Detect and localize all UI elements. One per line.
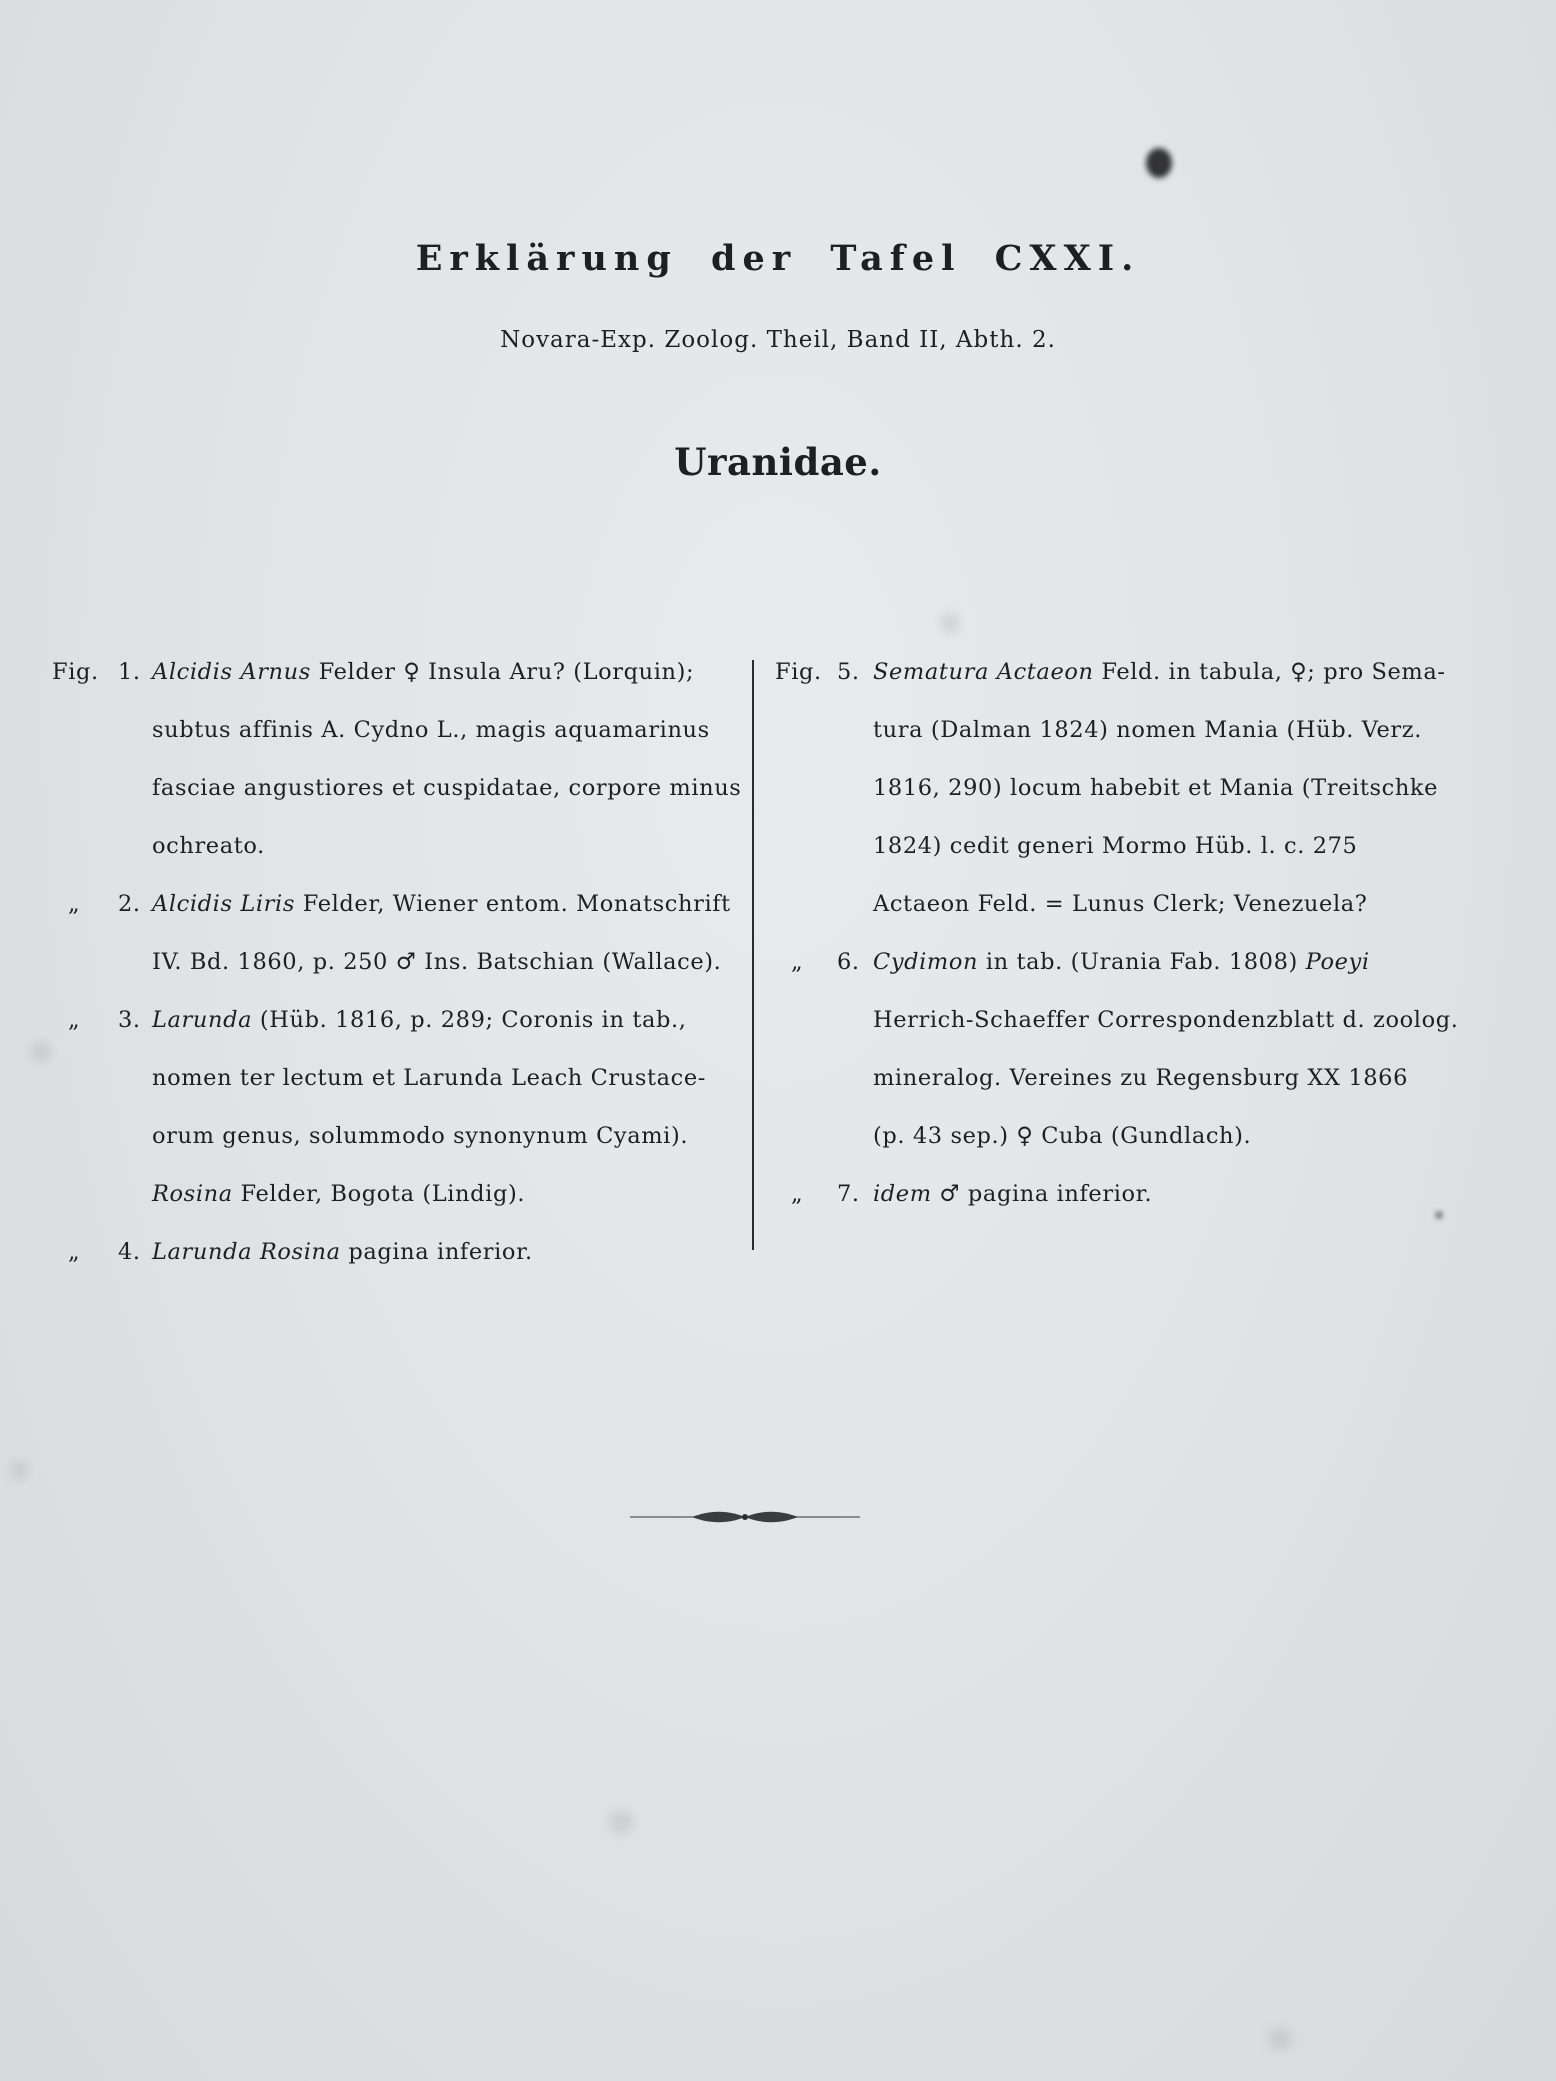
- entry-text: in tab. (Urania Fab. 1808): [978, 949, 1306, 975]
- figure-entry-1: [52, 652, 742, 884]
- figure-entry-4: [52, 1232, 742, 1290]
- family-heading: Uranidae.: [674, 440, 882, 484]
- entry-text: orum genus, solummodo synonynum Cyami).: [152, 1123, 689, 1149]
- entry-text: Herrich-Schaeffer Correspondenzblatt d. zoolog.: [873, 1007, 1459, 1033]
- entry-text: subtus affinis A. Cydno L., magis aquamarinus: [152, 717, 710, 743]
- fig-number: 7.: [837, 1181, 860, 1207]
- figure-entry-6: [775, 942, 1463, 1174]
- entry-text: ochreato.: [152, 833, 265, 859]
- entry-text: IV. Bd. 1860, p. 250 ♂ Ins. Batschian (Wallace).: [152, 949, 722, 975]
- entry-line: [775, 942, 1463, 1000]
- entry-text: fasciae angustiores et cuspidatae, corpore minus: [152, 775, 742, 801]
- entry-text: (p. 43 sep.) ♀ Cuba (Gundlach).: [873, 1123, 1252, 1149]
- ditto-mark: „: [68, 1007, 81, 1033]
- entry-text: Felder, Wiener entom. Monatschrift: [294, 891, 731, 917]
- paper-stain: [1268, 2028, 1292, 2050]
- ditto-mark: „: [791, 1181, 804, 1207]
- species-name: Poeyi: [1305, 949, 1370, 975]
- paper-stain: [608, 1810, 634, 1834]
- ornament-divider-icon: [630, 1505, 860, 1529]
- page-subtitle: Novara-Exp. Zoolog. Theil, Band II, Abth. 2.: [500, 327, 1056, 353]
- entry-text: ♂ pagina inferior.: [931, 1181, 1153, 1207]
- entry-text: Felder ♀ Insula Aru? (Lorquin);: [310, 659, 695, 685]
- ditto-mark: „: [791, 949, 804, 975]
- fig-prefix: Fig.: [775, 659, 822, 685]
- entry-line: [775, 652, 1463, 710]
- entry-text: Felder, Bogota (Lindig).: [232, 1181, 526, 1207]
- fig-number: 6.: [837, 949, 860, 975]
- ditto-mark: „: [68, 891, 81, 917]
- left-column: [52, 652, 742, 1290]
- species-name: Larunda Rosina: [152, 1239, 341, 1265]
- page-title: Erklärung der Tafel CXXI.: [415, 238, 1141, 279]
- entry-text: pagina inferior.: [340, 1239, 533, 1265]
- figure-entry-3: [52, 1000, 742, 1232]
- entry-line: [52, 1000, 742, 1058]
- entry-text: Actaeon Feld. = Lunus Clerk; Venezuela?: [873, 891, 1368, 917]
- paper-stain: [30, 1040, 52, 1064]
- figure-entry-5: [775, 652, 1463, 942]
- species-name: Cydimon: [873, 949, 979, 975]
- species-name: Rosina: [152, 1181, 233, 1207]
- fig-number: 4.: [118, 1239, 141, 1265]
- entry-line: [775, 1174, 1463, 1232]
- entry-line: [52, 884, 742, 942]
- figure-entry-7: [775, 1174, 1463, 1232]
- ink-speck: [1146, 148, 1172, 178]
- entry-line: [52, 1232, 742, 1290]
- column-divider: [752, 660, 754, 1250]
- fig-prefix: Fig.: [52, 659, 99, 685]
- paper-stain: [940, 612, 960, 634]
- entry-text: 1824) cedit generi Mormo Hüb. l. c. 275: [873, 833, 1358, 859]
- entry-text: (Hüb. 1816, p. 289; Coronis in tab.,: [252, 1007, 687, 1033]
- species-name: Sematura Actaeon: [873, 659, 1094, 685]
- entry-text: mineralog. Vereines zu Regensburg XX 1866: [873, 1065, 1408, 1091]
- species-name: idem: [873, 1181, 932, 1207]
- fig-number: 1.: [118, 659, 141, 685]
- paper-stain: [10, 1460, 28, 1480]
- entry-text: nomen ter lectum et Larunda Leach Crustace-: [152, 1065, 707, 1091]
- species-name: Alcidis Liris: [152, 891, 295, 917]
- species-name: Larunda: [152, 1007, 253, 1033]
- entry-text: 1816, 290) locum habebit et Mania (Treitschke: [873, 775, 1439, 801]
- entry-line: [52, 652, 742, 710]
- entry-text: Feld. in tabula, ♀; pro Sema-: [1093, 659, 1446, 685]
- ditto-mark: „: [68, 1239, 81, 1265]
- right-column: [775, 652, 1463, 1232]
- fig-number: 5.: [837, 659, 860, 685]
- figure-entry-2: [52, 884, 742, 1000]
- fig-number: 2.: [118, 891, 141, 917]
- species-name: Alcidis Arnus: [152, 659, 311, 685]
- fig-number: 3.: [118, 1007, 141, 1033]
- entry-text: tura (Dalman 1824) nomen Mania (Hüb. Verz.: [873, 717, 1422, 743]
